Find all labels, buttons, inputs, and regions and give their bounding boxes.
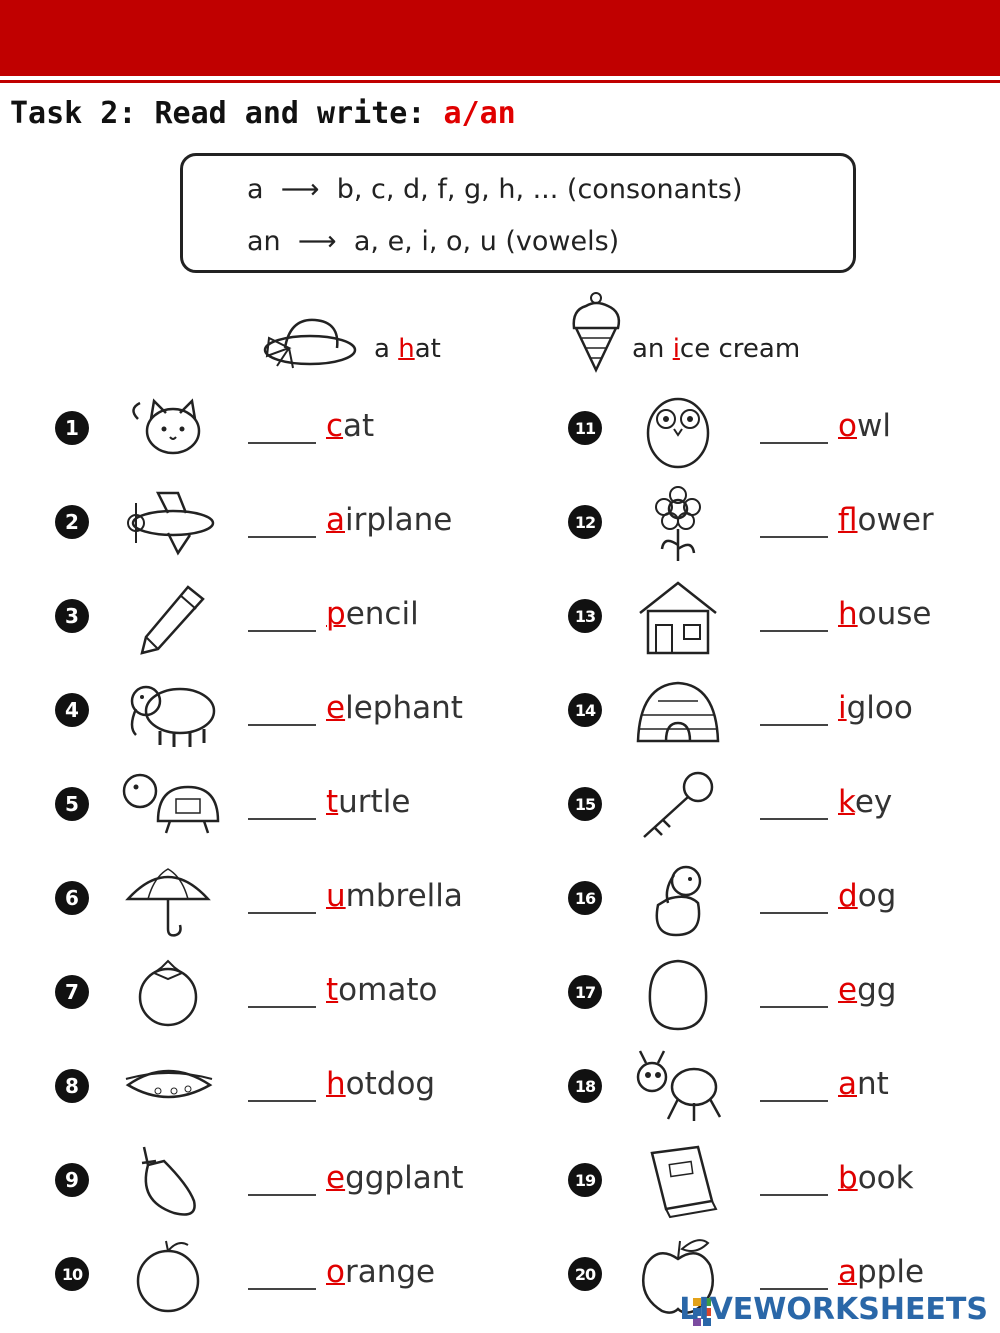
item-number-badge: 15	[568, 787, 602, 821]
item-number-badge: 6	[55, 881, 89, 915]
word-rest: pple	[857, 1254, 925, 1290]
answer-blank[interactable]	[760, 1100, 828, 1102]
word-first-letter: i	[838, 690, 847, 726]
item-number-badge: 17	[568, 975, 602, 1009]
item-word	[838, 1066, 889, 1102]
egg-icon	[628, 953, 728, 1033]
example-rest: at	[414, 334, 441, 364]
word-first-letter: a	[838, 1066, 857, 1102]
example-article: an	[632, 334, 665, 364]
item-word	[838, 784, 892, 820]
answer-blank[interactable]	[760, 912, 828, 914]
exercise-row	[0, 760, 1000, 850]
answer-blank[interactable]	[760, 1194, 828, 1196]
book-icon	[628, 1141, 728, 1221]
word-first-letter: e	[326, 690, 346, 726]
word-first-letter: a	[326, 502, 345, 538]
title-accent: a/an	[443, 96, 516, 131]
item-number-badge: 16	[568, 881, 602, 915]
item-number-badge: 14	[568, 693, 602, 727]
word-rest: gloo	[846, 690, 913, 726]
item-number-badge: 9	[55, 1163, 89, 1197]
example-an-ice-cream	[632, 334, 800, 364]
item-word	[838, 502, 934, 538]
item-word	[838, 690, 913, 726]
rule-an-text: a, e, i, o, u (vowels)	[353, 226, 620, 257]
item-number-badge: 7	[55, 975, 89, 1009]
item-number-badge: 4	[55, 693, 89, 727]
rule-an-label: an	[247, 226, 281, 257]
word-rest: ey	[854, 784, 893, 820]
exercise-row	[0, 478, 1000, 568]
header-divider	[0, 80, 1000, 83]
house-icon	[628, 577, 728, 657]
word-rest: range	[344, 1254, 436, 1290]
answer-blank[interactable]	[760, 630, 828, 632]
igloo-icon	[628, 671, 728, 751]
exercise-row	[0, 666, 1000, 756]
word-first-letter: h	[326, 1066, 346, 1102]
word-first-letter: c	[326, 408, 344, 444]
example-article: a	[374, 334, 390, 364]
word-rest: gg	[857, 972, 897, 1008]
item-number-badge: 2	[55, 505, 89, 539]
word-rest: ook	[857, 1160, 914, 1196]
item-word	[838, 972, 896, 1008]
word-rest: omato	[338, 972, 438, 1008]
rule-box	[180, 153, 856, 273]
header-bar	[0, 0, 1000, 76]
answer-blank[interactable]	[760, 442, 828, 444]
word-rest: nt	[857, 1066, 889, 1102]
hat-icon	[255, 310, 355, 370]
word-first-letter: a	[838, 1254, 857, 1290]
item-number-badge: 18	[568, 1069, 602, 1103]
answer-blank[interactable]	[760, 724, 828, 726]
item-number-badge: 11	[568, 411, 602, 445]
item-number-badge: 3	[55, 599, 89, 633]
word-rest: lephant	[345, 690, 463, 726]
item-number-badge: 12	[568, 505, 602, 539]
word-first-letter: u	[326, 878, 346, 914]
item-word	[838, 1254, 924, 1290]
title-prefix: Task 2: Read and write:	[10, 96, 444, 131]
exercise-row	[0, 384, 1000, 474]
rule-an	[247, 226, 619, 257]
word-rest: og	[857, 878, 897, 914]
example-a-hat	[374, 334, 441, 364]
ant-icon	[628, 1047, 728, 1127]
item-word	[838, 408, 891, 444]
word-rest: otdog	[345, 1066, 436, 1102]
item-word	[838, 878, 896, 914]
exercise-row	[0, 854, 1000, 944]
arrow-right-icon: ⟶	[280, 174, 320, 205]
word-first-letter: e	[838, 972, 858, 1008]
word-rest: ouse	[857, 596, 932, 632]
word-first-letter: f	[838, 502, 858, 538]
flower-icon	[628, 483, 728, 563]
item-number-badge: 10	[55, 1257, 89, 1291]
answer-blank[interactable]	[760, 536, 828, 538]
word-rest: mbrella	[345, 878, 463, 914]
key-icon	[628, 765, 728, 845]
ice-cream-icon	[568, 290, 624, 372]
answer-blank[interactable]	[760, 818, 828, 820]
word-rest: encil	[345, 596, 419, 632]
brand-watermark: LIVEWORKSHEETS	[679, 1292, 988, 1327]
word-rest: urtle	[338, 784, 411, 820]
item-word	[838, 1160, 914, 1196]
item-word	[838, 596, 932, 632]
word-first-letter: o	[838, 408, 857, 444]
word-first-letter: b	[838, 1160, 858, 1196]
item-number-badge: 8	[55, 1069, 89, 1103]
word-first-letter: h	[838, 596, 858, 632]
dog-icon	[628, 859, 728, 939]
owl-icon	[628, 389, 728, 469]
rule-a-text: b, c, d, f, g, h, ... (consonants)	[336, 174, 743, 205]
word-first-letter: d	[838, 878, 858, 914]
item-number-badge: 5	[55, 787, 89, 821]
rule-a	[247, 174, 743, 205]
exercise-row	[0, 1042, 1000, 1132]
word-first-letter: t	[326, 784, 339, 820]
word-first-letter: t	[326, 972, 339, 1008]
page-title	[10, 96, 516, 131]
example-first-letter: i	[672, 334, 680, 364]
answer-blank[interactable]	[760, 1288, 828, 1290]
word-rest: lower	[857, 502, 934, 538]
example-first-letter: h	[398, 334, 415, 364]
word-first-letter: e	[326, 1160, 346, 1196]
word-first-letter: o	[326, 1254, 345, 1290]
word-rest: at	[343, 408, 375, 444]
exercise-row	[0, 572, 1000, 662]
item-number-badge: 19	[568, 1163, 602, 1197]
item-number-badge: 13	[568, 599, 602, 633]
item-number-badge: 20	[568, 1257, 602, 1291]
arrow-right-icon: ⟶	[297, 226, 337, 257]
answer-blank[interactable]	[760, 1006, 828, 1008]
word-rest: irplane	[345, 502, 453, 538]
example-rest: ce cream	[679, 334, 801, 364]
word-rest: ggplant	[345, 1160, 464, 1196]
word-first-letter: p	[326, 596, 346, 632]
item-number-badge: 1	[55, 411, 89, 445]
word-first-letter: k	[838, 784, 855, 820]
exercise-row	[0, 948, 1000, 1038]
word-rest: wl	[856, 408, 891, 444]
exercise-row	[0, 1136, 1000, 1226]
rule-a-label: a	[247, 174, 264, 205]
